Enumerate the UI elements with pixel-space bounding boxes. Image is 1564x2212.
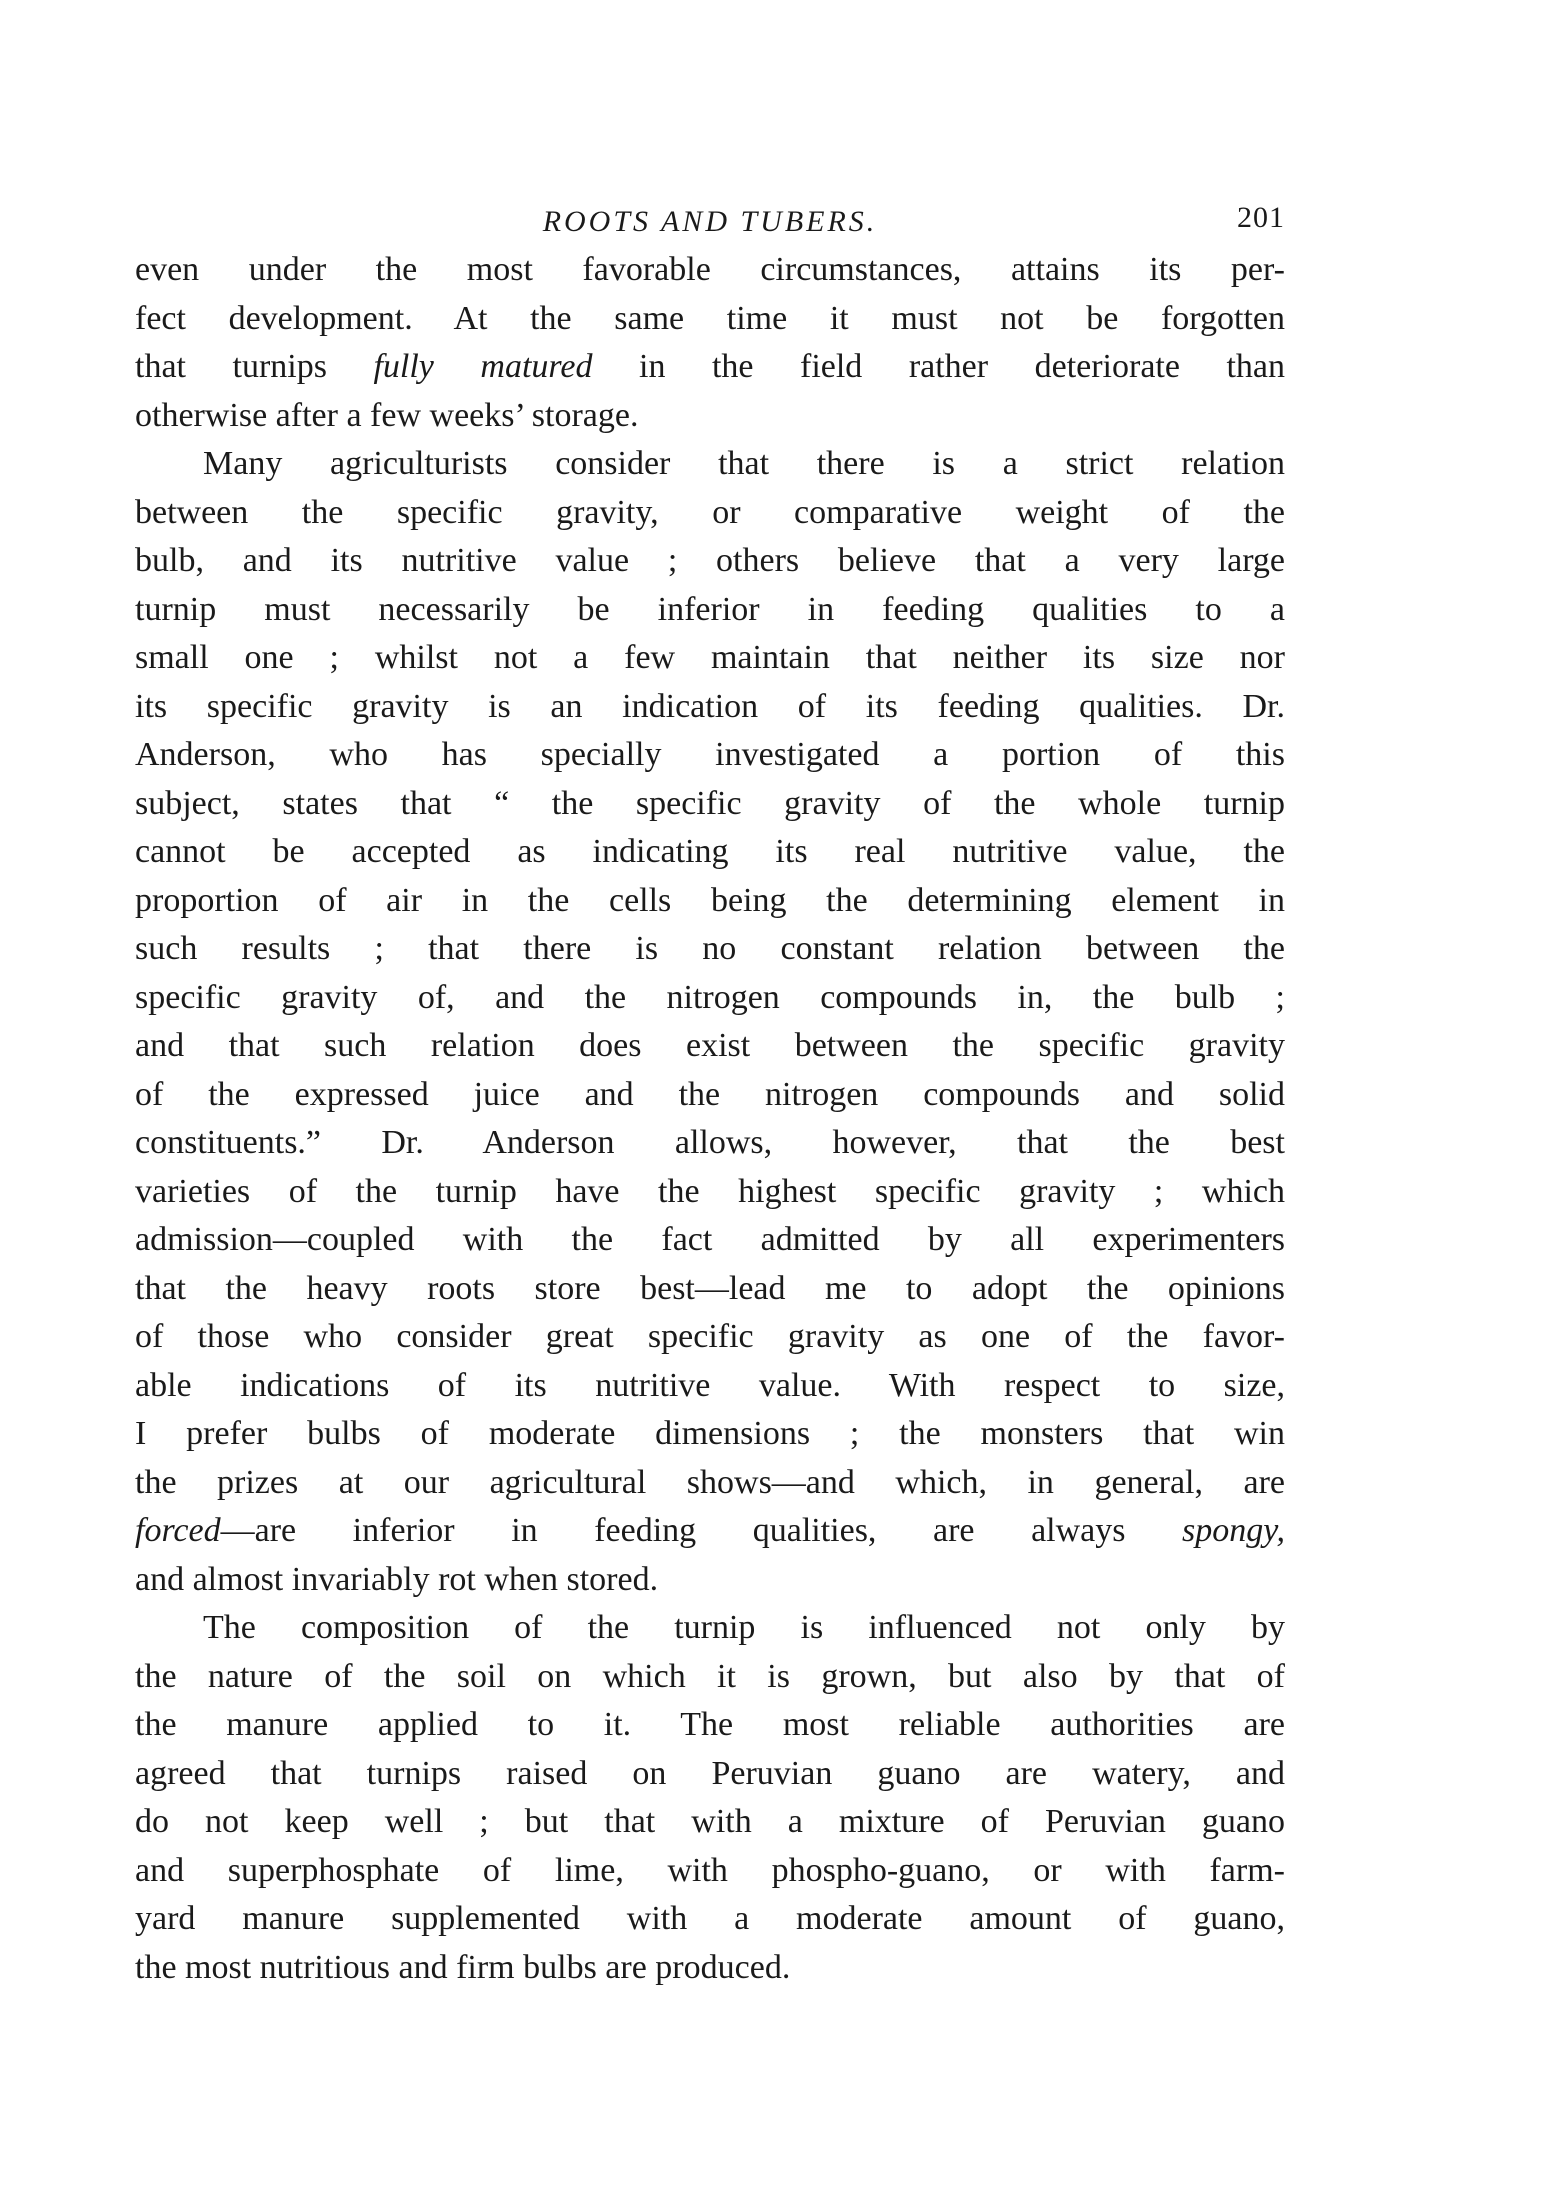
text-span: between the specific gravity, or comparative weight of the xyxy=(135,493,1285,531)
text-line xyxy=(135,1362,1285,1411)
text-span: I prefer bulbs of moderate dimensions ; the monsters that win xyxy=(135,1415,1285,1452)
text-span: small one ; whilst not a few maintain that neither its size nor xyxy=(135,639,1285,676)
text-line xyxy=(135,1459,1285,1508)
text-span: of the expressed juice and the nitrogen compounds and solid xyxy=(135,1075,1285,1113)
text-span: specific gravity of, and the nitrogen compounds in, the bulb ; xyxy=(135,978,1285,1016)
text-line xyxy=(135,683,1285,732)
text-span: turnip must necessarily be inferior in feeding qualities to a xyxy=(135,590,1285,628)
text-span: in the field rather deteriorate than xyxy=(592,348,1286,385)
text-line xyxy=(135,1410,1285,1459)
text-line xyxy=(135,1022,1285,1071)
text-line xyxy=(135,877,1285,926)
italic-text: forced xyxy=(135,1512,221,1549)
text-span: even under the most favorable circumstances, attains its per- xyxy=(135,251,1285,288)
text-span: —are inferior in feeding qualities, are always xyxy=(220,1512,1183,1549)
text-span: the nature of the soil on which it is grown, but also by that of xyxy=(135,1657,1285,1695)
text-line xyxy=(135,731,1285,780)
text-line xyxy=(135,1313,1285,1362)
text-span: such results ; that there is no constant relation between the xyxy=(135,930,1285,967)
text-span: cannot be accepted as indicating its real nutritive value, the xyxy=(135,833,1285,870)
italic-text: spongy, xyxy=(1182,1512,1285,1549)
text-line xyxy=(135,828,1285,877)
text-span: varieties of the turnip have the highest specific gravity ; which xyxy=(135,1172,1285,1210)
text-line xyxy=(135,246,1285,295)
text-span: fect development. At the same time it must not be forgotten xyxy=(135,299,1285,337)
text-span: and almost invariably rot when stored. xyxy=(135,1560,659,1598)
text-span: that the heavy roots store best—lead me to adopt the opinions xyxy=(135,1269,1285,1307)
text-line xyxy=(135,1701,1285,1750)
text-line xyxy=(135,1265,1285,1314)
text-line xyxy=(135,1750,1285,1799)
text-line xyxy=(135,1168,1285,1217)
text-span: Many agriculturists consider that there is a strict relation xyxy=(203,445,1285,482)
text-span: able indications of its nutritive value. With respect to size, xyxy=(135,1366,1285,1404)
running-title: ROOTS AND TUBERS. xyxy=(542,205,878,238)
text-line xyxy=(135,925,1285,974)
text-span: the most nutritious and firm bulbs are produced. xyxy=(135,1948,791,1986)
text-span: agreed that turnips raised on Peruvian guano are watery, and xyxy=(135,1754,1285,1792)
text-span: and superphosphate of lime, with phospho-guano, or with farm- xyxy=(135,1851,1285,1889)
text-line xyxy=(135,1653,1285,1702)
text-line xyxy=(135,440,1285,489)
text-span: its specific gravity is an indication of its feeding qualities. Dr. xyxy=(135,687,1285,725)
text-line xyxy=(135,1895,1285,1944)
text-line xyxy=(135,295,1285,344)
text-line xyxy=(135,392,1285,441)
text-span: bulb, and its nutritive value ; others believe that a very large xyxy=(135,542,1285,579)
text-line xyxy=(135,634,1285,683)
text-span: do not keep well ; but that with a mixture of Peruvian guano xyxy=(135,1803,1285,1840)
text-line xyxy=(135,1507,1285,1556)
text-line xyxy=(135,1556,1285,1605)
text-span: The composition of the turnip is influenced not only by xyxy=(203,1609,1285,1646)
text-span: the prizes at our agricultural shows—and which, in general, are xyxy=(135,1463,1285,1501)
text-line xyxy=(135,489,1285,538)
text-line xyxy=(135,343,1285,392)
text-span: proportion of air in the cells being the determining element in xyxy=(135,881,1285,919)
text-span: subject, states that “ the specific gravity of the whole turnip xyxy=(135,784,1285,822)
page-number: 201 xyxy=(1237,201,1285,234)
text-span: Anderson, who has specially investigated a portion of this xyxy=(135,736,1285,773)
text-line xyxy=(135,1944,1285,1993)
text-line xyxy=(135,1604,1285,1653)
text-span: otherwise after a few weeks’ storage. xyxy=(135,396,639,434)
text-span: admission—coupled with the fact admitted by all experimenters xyxy=(135,1221,1285,1258)
text-line xyxy=(135,1798,1285,1847)
text-line xyxy=(135,1216,1285,1265)
text-span: constituents.” Dr. Anderson allows, however, that the best xyxy=(135,1124,1285,1161)
text-line xyxy=(135,1071,1285,1120)
text-span: of those who consider great specific gravity as one of the favor- xyxy=(135,1318,1285,1355)
text-line xyxy=(135,537,1285,586)
body-text xyxy=(135,246,1285,1992)
text-span: that turnips xyxy=(135,348,374,385)
italic-text: fully matured xyxy=(373,348,593,385)
text-line xyxy=(135,1847,1285,1896)
text-line xyxy=(135,974,1285,1023)
text-span: and that such relation does exist between the specific gravity xyxy=(135,1027,1285,1064)
text-line xyxy=(135,1119,1285,1168)
text-span: yard manure supplemented with a moderate amount of guano, xyxy=(135,1900,1285,1937)
text-line xyxy=(135,586,1285,635)
text-line xyxy=(135,780,1285,829)
text-span: the manure applied to it. The most reliable authorities are xyxy=(135,1706,1285,1743)
